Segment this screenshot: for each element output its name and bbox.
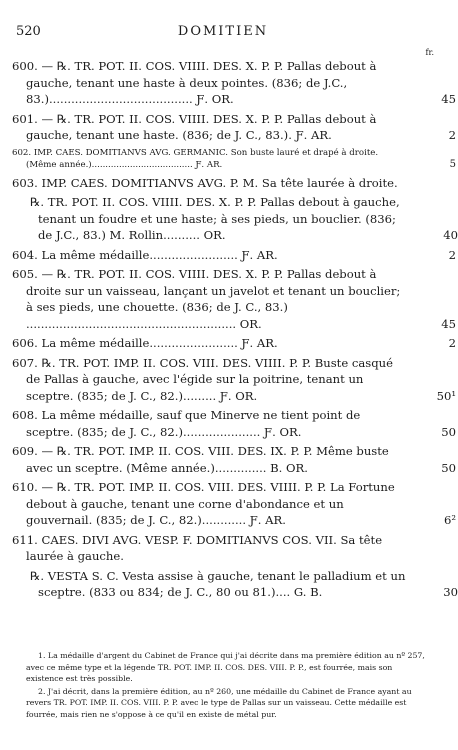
entry-607 [0,355,456,405]
entry-608 [0,407,456,440]
entry-text: 603. IMP. CAES. DOMITIANVS AVG. P. M. Sa tête laurée à droite. [12,175,398,190]
entry-603 [0,175,406,192]
entry-price: 2 [448,128,456,142]
entry-text: 606. La même médaille........................ Ƒ. AR. [12,336,278,351]
entry-text: 608. La même médaille, sauf que Minerve ne tient point de sceptre. (835; de J. C., 82.)..................... Ƒ. OR. [12,408,361,439]
entry-601 [0,111,456,144]
price-column-head: fr. [425,48,434,57]
entry-price: 6² [443,513,456,528]
entry-price: 40 [443,228,458,243]
entry-611 [0,532,406,565]
entry-price: 5 [449,159,456,171]
entry-611-reverse [0,568,458,601]
entry-price: 50 [441,424,456,439]
entry-price: 50¹ [436,388,456,403]
entry-price: 30 [443,585,458,600]
entry-602 [0,147,456,172]
entry-605 [0,266,456,332]
entry-text: 601. — ℞. TR. POT. II. COS. VIIII. DES. X. P. P. Pallas debout à gauche, tenant une haste. (836; de J. C., 83.). Ƒ. AR. [12,111,377,142]
entry-610 [0,479,456,529]
page-header [0,24,446,42]
footnotes [0,650,446,721]
entry-text: 602. IMP. CAES. DOMITIANVS AVG. GERMANIC. Son buste lauré et drapé à droite. (Même année.)..................................... Ƒ. AR. [12,147,379,171]
entry-609 [0,443,456,476]
entry-text: 607. ℞. TR. POT. IMP. II. COS. VIII. DES. VIIII. P. P. Buste casqué de Pallas à gauche, avec l'égide sur la poitrine, tenant un sceptre. (835; de J. C., 82.)......... Ƒ. OR. [12,355,393,403]
page-number: 520 [16,24,41,39]
entry-price: 2 [448,247,456,262]
entry-price: 2 [448,336,456,351]
entry-text: ℞. TR. POT. II. COS. VIIII. DES. X. P. P. Pallas debout à gauche, tenant un foudre et une haste; à ses pieds, un bouclier. (836; de J.C., 83.) M. Rollin.......... OR. [30,195,400,243]
entry-text: 604. La même médaille........................ Ƒ. AR. [12,247,278,262]
entry-606 [0,335,456,352]
footnote-1: 1. La médaille d'argent du Cabinet de France qui j'ai décrite dans ma première édition au nº 257, avec ce même type et la légende TR. POT. IMP. II. COS. DES. VIII. P. P., est fourrée, mais son existence est très possible. [26,651,425,683]
entry-price: 45 [441,316,456,331]
footnote-2: 2. J'ai décrit, dans la première édition, au nº 260, une médaille du Cabinet de France ayant au revers TR. POT. IMP. II. COS. VIII. P. P. avec le type de Pallas sur un vaisseau. Cette médaille est fourrée, mais rien ne s'oppose à ce qu'il en existe de métal pur. [26,686,412,719]
entry-text: 600. — ℞. TR. POT. II. COS. VIIII. DES. X. P. P. Pallas debout à gauche, tenant une haste à deux pointes. (836; de J.C., 83.)....................................... Ƒ. OR. [12,59,377,106]
entry-604 [0,247,456,264]
entry-603-reverse [0,194,458,244]
entry-text: ℞. VESTA S. C. Vesta assise à gauche, tenant le palladium et un sceptre. (833 ou 834; de J. C., 80 ou 81.).... G. B. [30,568,406,600]
entry-text: 610. — ℞. TR. POT. IMP. II. COS. VIII. DES. VIIII. P. P. La Fortune debout à gauche, tenant une corne d'abondance et un gouvernail. (835; de J. C., 82.)............ Ƒ. AR. [12,480,395,528]
entry-text: 605. — ℞. TR. POT. II. COS. VIIII. DES. X. P. P. Pallas debout à droite sur un vaisseau, lançant un javelot et tenant un bouclier; à ses pieds, une chouette. (836; de J. C., 83.) ......................................................... OR. [12,267,401,331]
entry-text: 611. CAES. DIVI AVG. VESP. F. DOMITIANVS COS. VII. Sa tête laurée à gauche. [12,532,383,564]
catalogue-entries [0,58,458,604]
entry-600 [0,58,456,108]
entry-price: 50 [441,460,456,475]
running-title: DOMITIEN [177,24,269,39]
entry-price: 45 [441,92,456,106]
entry-text: 609. — ℞. TR. POT. IMP. II. COS. VIII. DES. IX. P. P. Même buste avec un sceptre. (Même année.).............. B. OR. [12,444,389,475]
